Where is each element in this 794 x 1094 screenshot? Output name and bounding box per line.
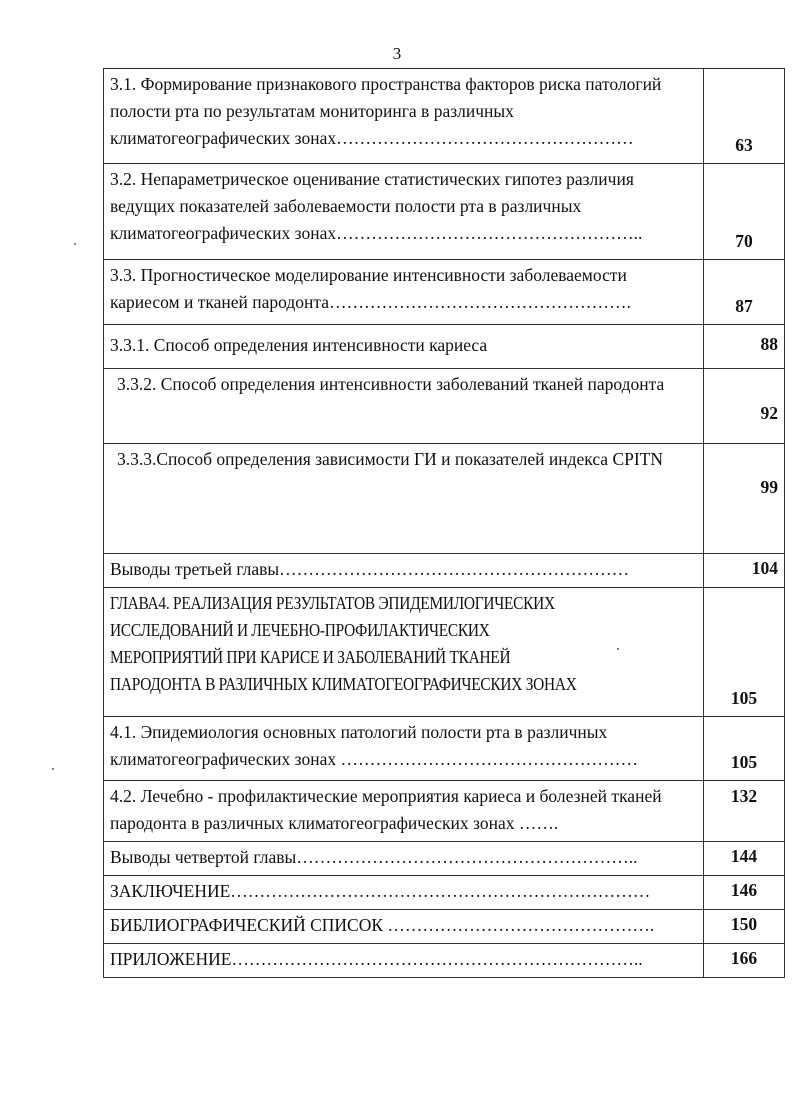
toc-row-4-2: [104, 781, 785, 842]
toc-entry-title: 3.3.2. Способ определения интенсивности заболеваний тканей пародонта: [104, 369, 704, 444]
toc-entry-title: 4.1. Эпидемиология основных патологий полости рта в различных климатогеографических зонах ……………………………………………: [104, 717, 704, 781]
toc-row-3-3: [104, 260, 785, 325]
toc-entry-page: 144: [704, 842, 785, 876]
toc-row-conclusion: [104, 876, 785, 910]
toc-row-3-2: [104, 164, 785, 260]
toc-entry-page: 70: [704, 164, 785, 260]
toc-row-conclusions-ch3: [104, 554, 785, 588]
toc-entry-title: 3.1. Формирование признакового пространства факторов риска патологий полости рта по результатам мониторинга в различных климатогеографических зонах……………………………………………: [104, 69, 704, 164]
toc-entry-page: 99: [704, 444, 785, 554]
toc-entry-page: 105: [704, 717, 785, 781]
toc-entry-page: 104: [704, 554, 785, 588]
chapter-4-title-line: ПАРОДОНТА В РАЗЛИЧНЫХ КЛИМАТОГЕОГРАФИЧЕСКИХ ЗОНАХ: [110, 674, 577, 694]
chapter-4-title-line: ГЛАВА4. РЕАЛИЗАЦИЯ РЕЗУЛЬТАТОВ ЭПИДЕМИЛОГИЧЕСКИХ: [110, 593, 555, 613]
toc-entry-page: 146: [704, 876, 785, 910]
toc-entry-title: Выводы третьей главы……………………………………………………: [104, 554, 704, 588]
toc-entry-title: 3.3. Прогностическое моделирование интенсивности заболеваемости кариесом и тканей пародонта…………………………………………….: [104, 260, 704, 325]
toc-entry-title: БИБЛИОГРАФИЧЕСКИЙ СПИСОК ……………………………………….: [104, 910, 704, 944]
page-number: 3: [392, 44, 402, 63]
toc-entry-title: 3.3.3.Способ определения зависимости ГИ и показателей индекса CPITN: [104, 444, 704, 554]
chapter-4-title-line: МЕРОПРИЯТИЙ ПРИ КАРИСЕ И ЗАБОЛЕВАНИЙ ТКАНЕЙ: [110, 647, 511, 667]
toc-entry-page: 87: [704, 260, 785, 325]
toc-row-appendix: [104, 944, 785, 978]
toc-entry-title: Выводы четвертой главы…………………………………………………..: [104, 842, 704, 876]
scan-speck: [52, 768, 54, 770]
toc-entry-title: ЗАКЛЮЧЕНИЕ………………………………………………………………: [104, 876, 704, 910]
toc-entry-page: 166: [704, 944, 785, 978]
toc-entry-page: 132: [704, 781, 785, 842]
table-of-contents: [103, 68, 785, 978]
toc-entry-title: 4.2. Лечебно - профилактические мероприятия кариеса и болезней тканей пародонта в различных климатогеографических зонах …….: [104, 781, 704, 842]
scan-speck: [74, 243, 76, 245]
toc-row-3-3-1: [104, 325, 785, 369]
toc-entry-title: [104, 588, 704, 717]
toc-entry-title: ПРИЛОЖЕНИЕ……………………………………………………………..: [104, 944, 704, 978]
toc-entry-page: 88: [704, 325, 785, 369]
toc-row-3-3-3: [104, 444, 785, 554]
chapter-4-title-line: ИССЛЕДОВАНИЙ И ЛЕЧЕБНО-ПРОФИЛАКТИЧЕСКИХ: [110, 620, 490, 640]
toc-row-bibliography: [104, 910, 785, 944]
toc-entry-page: 63: [704, 69, 785, 164]
toc-row-3-1: [104, 69, 785, 164]
toc-row-4-1: [104, 717, 785, 781]
toc-row-chapter-4: [104, 588, 785, 717]
toc-entry-page: 105: [704, 588, 785, 717]
toc-entry-page: 92: [704, 369, 785, 444]
toc-row-conclusions-ch4: [104, 842, 785, 876]
scan-speck: [617, 648, 619, 650]
toc-row-3-3-2: [104, 369, 785, 444]
toc-entry-page: 150: [704, 910, 785, 944]
toc-entry-title: 3.3.1. Способ определения интенсивности кариеса: [104, 325, 704, 369]
toc-entry-title: 3.2. Непараметрическое оценивание статистических гипотез различия ведущих показателей заболеваемости полости рта в различных климатогеографических зонах……………………………………………..: [104, 164, 704, 260]
